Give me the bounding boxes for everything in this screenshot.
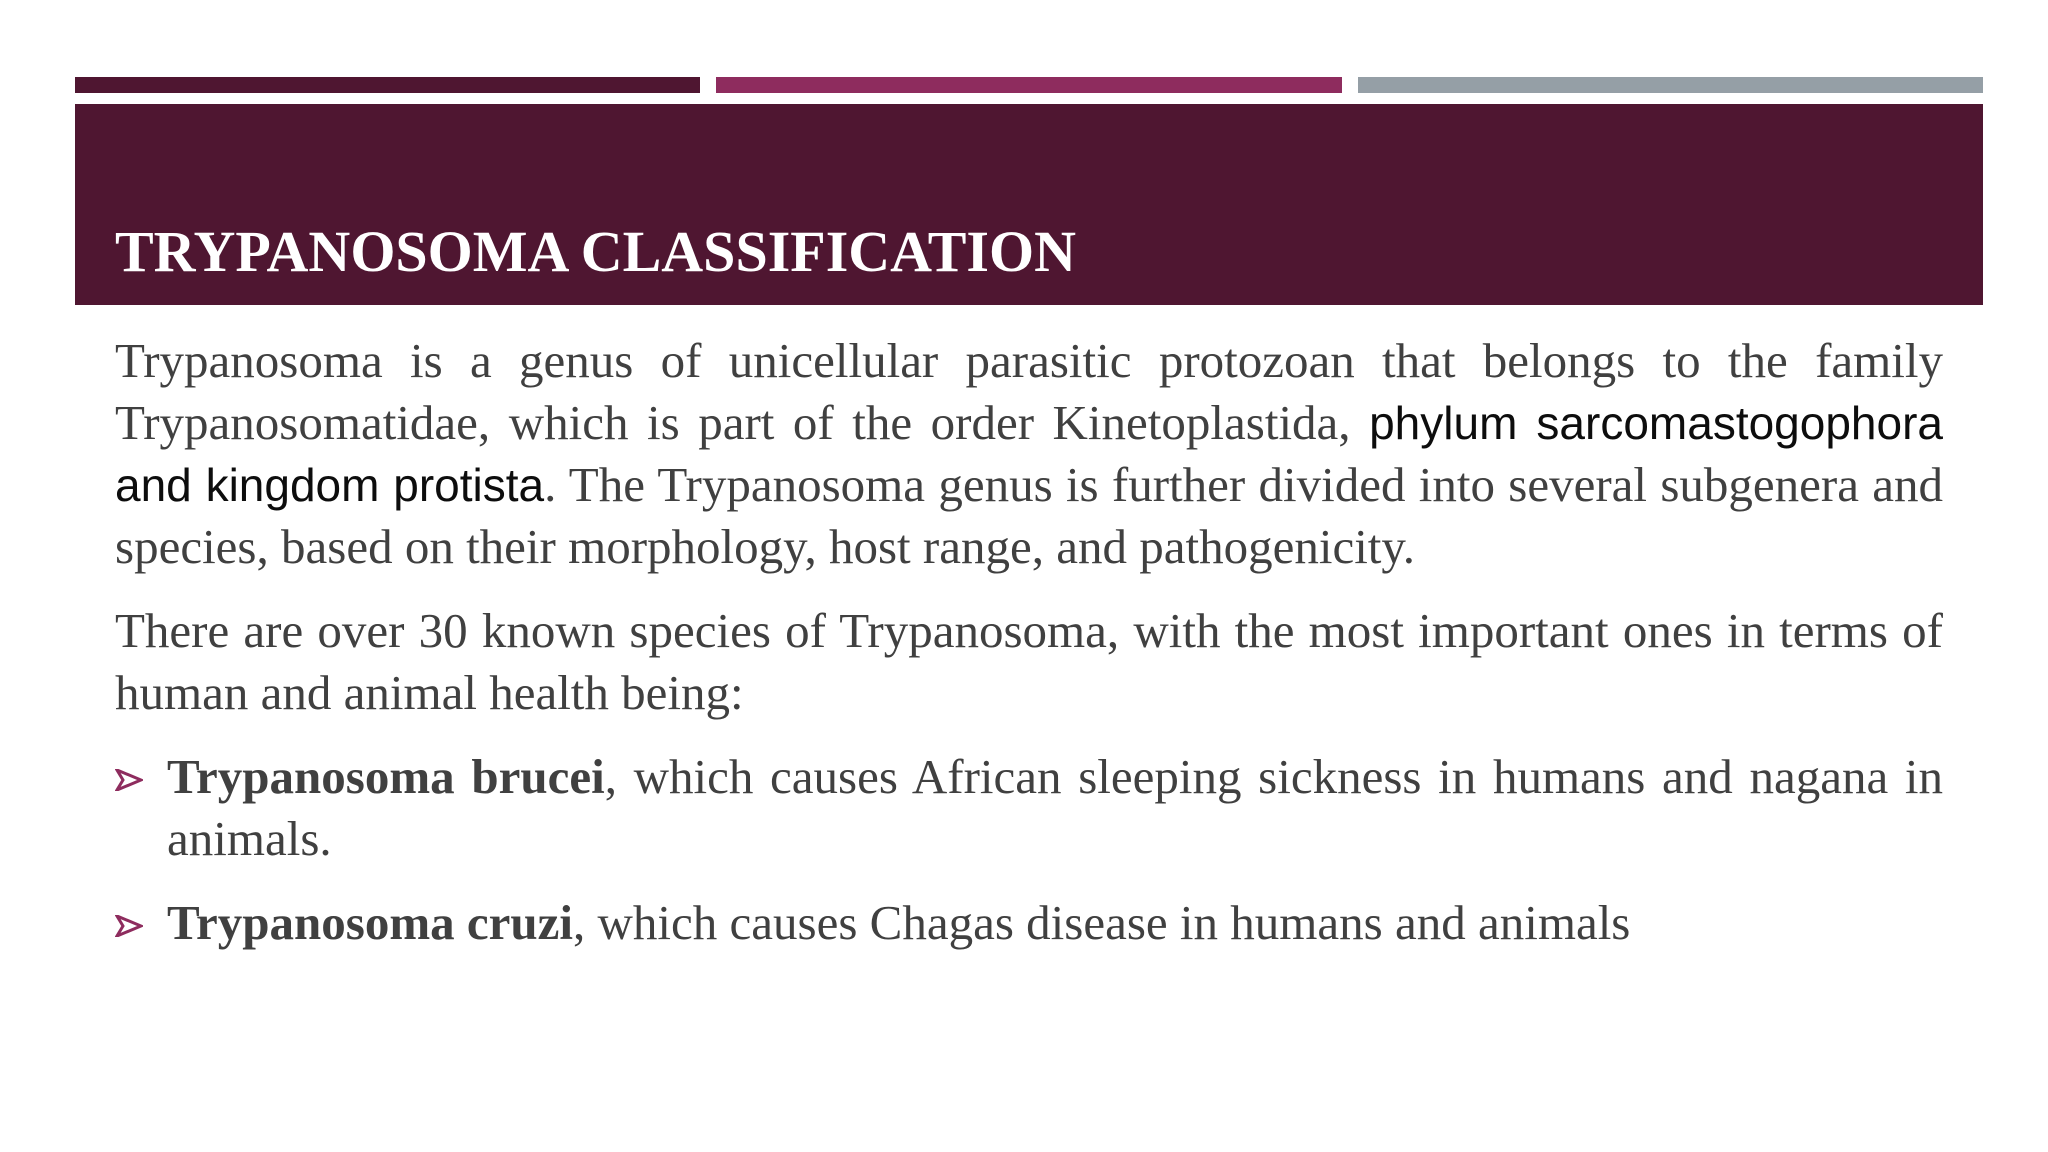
title-banner [75,104,1983,305]
top-accent-bar-gray [1358,77,1983,93]
top-accent-bar-magenta [716,77,1342,93]
arrow-right-bullet-icon [115,769,143,791]
slide-title: TRYPANOSOMA CLASSIFICATION [115,219,1076,284]
species-description: , which causes African sleeping sickness in humans and nagana in animals. [167,749,1943,866]
species-list [115,746,1943,954]
list-item [115,892,1943,954]
intro-text-end: . The Trypanosoma genus is further divided into several subgenera and species, based on their morphology, host range, and pathogenicity. [115,457,1943,574]
slide-content [115,330,1943,976]
species-intro-paragraph: There are over 30 known species of Trypanosoma, with the most important ones in terms of human and animal health being: [115,603,1943,720]
list-item [115,746,1943,870]
intro-text-start: Trypanosoma is a genus of unicellular parasitic protozoan that belongs to the family Trypanosomatidae, which is part of the order Kinetoplastida, [115,333,1943,450]
species-description: , which causes Chagas disease in humans and animals [573,895,1631,950]
species-name: Trypanosoma brucei [167,749,605,804]
arrow-right-bullet-icon [115,915,143,937]
top-accent-bar-dark [75,77,700,93]
species-name: Trypanosoma cruzi [167,895,574,950]
intro-paragraph [115,330,1943,578]
intro-text-highlight: phylum sarcomastogophora and kingdom protista [115,397,1944,511]
